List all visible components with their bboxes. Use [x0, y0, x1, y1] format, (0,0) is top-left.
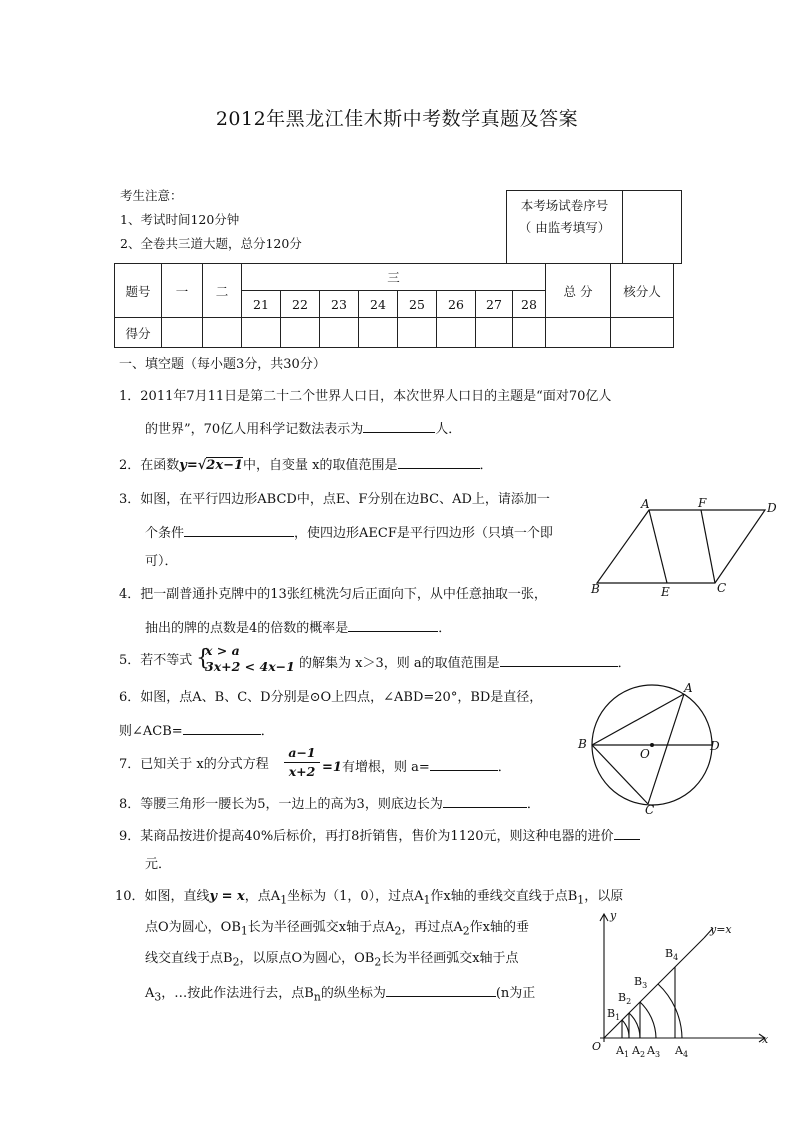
label-line-eq: y=x: [710, 923, 732, 936]
subscript: n: [313, 990, 321, 1004]
q6-end: ．: [260, 724, 274, 739]
q9-line-2: 元．: [145, 857, 172, 872]
header-section-1: 一: [162, 264, 203, 318]
q8-end: ．: [526, 797, 540, 812]
q10-text: 长为半径画弧交x轴于点: [381, 951, 519, 966]
q4-text: 抽出的牌的点数是4的倍数的概率是: [145, 621, 349, 636]
score-cell[interactable]: [281, 318, 320, 348]
score-cell[interactable]: [398, 318, 437, 348]
q6-line-2: [119, 721, 274, 740]
q1-line-1: 1．2011年7月11日是第二十二个世界人口日，本次世界人口日的主题是“面对70亿人: [119, 389, 612, 404]
q10-text: 10．如图，直线: [115, 889, 210, 904]
label-a3: $A_3$: [647, 1044, 661, 1059]
q10-line-2: [145, 920, 529, 940]
header-section-2: 二: [203, 264, 242, 318]
q3-line-2: [145, 523, 553, 542]
q7-text-2: 有增根，则 a=: [341, 760, 430, 775]
sub-header: 21: [242, 291, 281, 318]
score-cell[interactable]: [611, 318, 674, 348]
label-b: B: [578, 737, 587, 751]
label-x: x: [762, 1033, 769, 1046]
label-b: B: [591, 582, 600, 596]
q3-line-1: 3．如图，在平行四边形ABCD中，点E、F分别在边BC、AD上，请添加一: [119, 492, 550, 507]
answer-blank[interactable]: [348, 618, 438, 632]
q4-end: ．: [438, 621, 452, 636]
score-cell[interactable]: [203, 318, 242, 348]
score-cell[interactable]: [476, 318, 513, 348]
q6-text: 则∠ACB=: [119, 724, 183, 739]
sqrt-symbol: √: [197, 458, 207, 473]
row-score-label: 得分: [115, 318, 162, 348]
label-b2: $B_2$: [618, 991, 632, 1006]
q10-text: 线交直线于点B: [145, 951, 233, 966]
seat-label-line-2: （ 由监考填写）: [518, 220, 611, 235]
header-question-number: 题号: [115, 264, 162, 318]
label-y: y: [610, 909, 617, 922]
q10-line-4: [145, 983, 535, 1006]
q10-line-eq: y = x: [209, 889, 245, 904]
subscript: 1: [577, 893, 585, 907]
q2-text: 2．在函数: [119, 458, 180, 473]
q2-radicand: 2x−1: [206, 458, 244, 473]
q10-line-3: [145, 951, 519, 971]
q2-equals: =: [186, 458, 198, 473]
coordinate-graph-figure: [578, 905, 778, 1060]
score-cell[interactable]: [242, 318, 281, 348]
answer-blank[interactable]: [363, 419, 435, 433]
q3-line-3: 可）．: [145, 554, 178, 569]
segment-ae: [649, 510, 667, 583]
label-b3: $B_3$: [634, 975, 648, 990]
label-b1: $B_1$: [607, 1007, 621, 1022]
header-checker: 核分人: [611, 264, 674, 318]
label-a1: $A_1$: [616, 1044, 630, 1059]
score-cell[interactable]: [546, 318, 611, 348]
q7-text: 7．已知关于 x的分式方程: [119, 757, 269, 772]
q10-text: ，再过点A: [401, 920, 463, 935]
sub-header: 23: [320, 291, 359, 318]
sub-header: 28: [513, 291, 546, 318]
subscript: 1: [240, 924, 248, 938]
q10-text: 作x轴的垂线交直线于点B: [430, 889, 578, 904]
arc-1: [622, 1020, 629, 1038]
sub-header: 22: [281, 291, 320, 318]
q10-text: ，点A: [244, 889, 281, 904]
q5-end: ．: [617, 656, 631, 671]
q1-text: 的世界”，70亿人用科学记数法表示为: [145, 422, 364, 437]
answer-blank[interactable]: [184, 523, 294, 537]
q2-text-2: 中，自变量 x的取值范围是: [243, 458, 398, 473]
parallelogram-abcd: [597, 510, 765, 583]
seat-number-box: [506, 190, 682, 264]
seat-number-label: [507, 191, 623, 263]
subscript: 2: [374, 955, 382, 969]
label-e: E: [661, 585, 670, 599]
brace-symbol: {: [196, 646, 210, 671]
q8-line: [119, 794, 540, 813]
q2-end: ．: [479, 458, 493, 473]
parallelogram-figure: [585, 495, 785, 600]
q10-text: 的纵坐标为: [320, 986, 386, 1001]
segment-fc: [701, 510, 715, 583]
seat-label-line-1: 本考场试卷序号: [520, 198, 609, 213]
q10-text: 点O为圆心，OB: [145, 920, 241, 935]
label-c: C: [717, 581, 727, 595]
q10-text: A: [145, 986, 155, 1001]
q4-line-1: 4．把一副普通扑克牌中的13张红桃洗匀后正面向下，从中任意抽取一张，: [119, 587, 547, 602]
q10-text: 作x轴的垂: [469, 920, 530, 935]
q9-line-1: [119, 826, 640, 845]
notice-line-1: 1、考试时间120分钟: [120, 212, 240, 227]
fraction-bar: [284, 762, 320, 763]
label-f: F: [698, 496, 707, 510]
q7-denominator: x+2: [288, 764, 316, 779]
label-origin: O: [592, 1040, 602, 1053]
arc-3: [640, 1002, 656, 1038]
q1-end: 人．: [435, 422, 462, 437]
q10-line-1: [115, 889, 623, 909]
q1-line-2: [145, 419, 461, 438]
label-a4: $A_4$: [675, 1044, 689, 1059]
label-a2: $A_2$: [632, 1044, 646, 1059]
sub-header: 26: [437, 291, 476, 318]
arc-4: [658, 984, 682, 1038]
q5-text: 5．若不等式: [119, 653, 193, 668]
answer-blank[interactable]: [443, 794, 527, 808]
subscript: 2: [462, 924, 470, 938]
score-table: [114, 263, 674, 348]
score-cell[interactable]: [359, 318, 398, 348]
score-cell[interactable]: [320, 318, 359, 348]
q10-text: (n为正: [495, 986, 536, 1001]
section-1-heading: 一、填空题（每小题3分，共30分）: [119, 357, 326, 372]
q10-text: ，…按此作法进行去，点B: [161, 986, 314, 1001]
page-title: 2012年黑龙江佳木斯中考数学真题及答案: [215, 108, 579, 130]
answer-blank[interactable]: [500, 653, 618, 667]
answer-blank[interactable]: [614, 826, 640, 840]
label-d: D: [710, 739, 720, 753]
subscript: 1: [280, 893, 288, 907]
arc-2: [629, 1013, 640, 1038]
label-d: D: [767, 501, 777, 515]
label-b4: $B_4$: [665, 947, 679, 962]
q10-text: ，以原: [584, 889, 624, 904]
q6-line-1: 6．如图，点A、B、C、D分别是⊙O上四点，∠ABD=20°，BD是直径，: [119, 690, 543, 705]
answer-blank[interactable]: [398, 455, 480, 469]
q3-text-2: ，使四边形AECF是平行四边形（只填一个即: [294, 526, 553, 541]
score-cell[interactable]: [162, 318, 203, 348]
q2-var-y: y: [179, 458, 187, 473]
q7-numerator: a−1: [288, 745, 316, 760]
q5-line: [299, 653, 631, 672]
sub-header: 27: [476, 291, 513, 318]
q10-text: 坐标为（1，0），过点A: [287, 889, 424, 904]
q5-system-1: x > a: [205, 643, 240, 658]
q7-line: [322, 757, 511, 776]
q4-line-2: [145, 618, 451, 637]
header-section-3: 三: [242, 264, 546, 291]
label-o: O: [640, 747, 650, 761]
header-total: 总 分: [546, 264, 611, 318]
score-cell[interactable]: [513, 318, 546, 348]
notice-line-2: 2、全卷共三道大题，总分120分: [120, 236, 302, 251]
label-c: C: [645, 803, 655, 817]
answer-blank[interactable]: [430, 757, 498, 771]
circle-figure: [570, 678, 730, 822]
q7-equals-one: =1: [322, 760, 342, 775]
subscript: 1: [423, 893, 431, 907]
q5-text-2: 的解集为 x＞3，则 a的取值范围是: [299, 656, 500, 671]
center-point: [650, 743, 654, 747]
score-cell[interactable]: [437, 318, 476, 348]
q2-line: [119, 455, 493, 474]
label-a: A: [684, 681, 693, 695]
sub-header: 24: [359, 291, 398, 318]
answer-blank[interactable]: [183, 721, 261, 735]
notice-heading: 考生注意：: [120, 188, 183, 203]
q9-text: 9．某商品按进价提高40%后标价，再打8折销售，售价为1120元，则这种电器的进价: [119, 829, 614, 844]
subscript: 2: [394, 924, 402, 938]
subscript: 3: [154, 990, 162, 1004]
answer-blank[interactable]: [386, 983, 496, 997]
q10-text: 长为半径画弧交x轴于点A: [247, 920, 395, 935]
subscript: 2: [232, 955, 240, 969]
q8-text: 8．等腰三角形一腰长为5，一边上的高为3，则底边长为: [119, 797, 443, 812]
q5-system-2: 3x+2 < 4x−1: [205, 659, 295, 674]
q10-text: ，以原点O为圆心，OB: [239, 951, 375, 966]
q7-end: ．: [497, 760, 511, 775]
q3-text: 个条件: [145, 526, 185, 541]
label-a: A: [641, 497, 650, 511]
sub-header: 25: [398, 291, 437, 318]
